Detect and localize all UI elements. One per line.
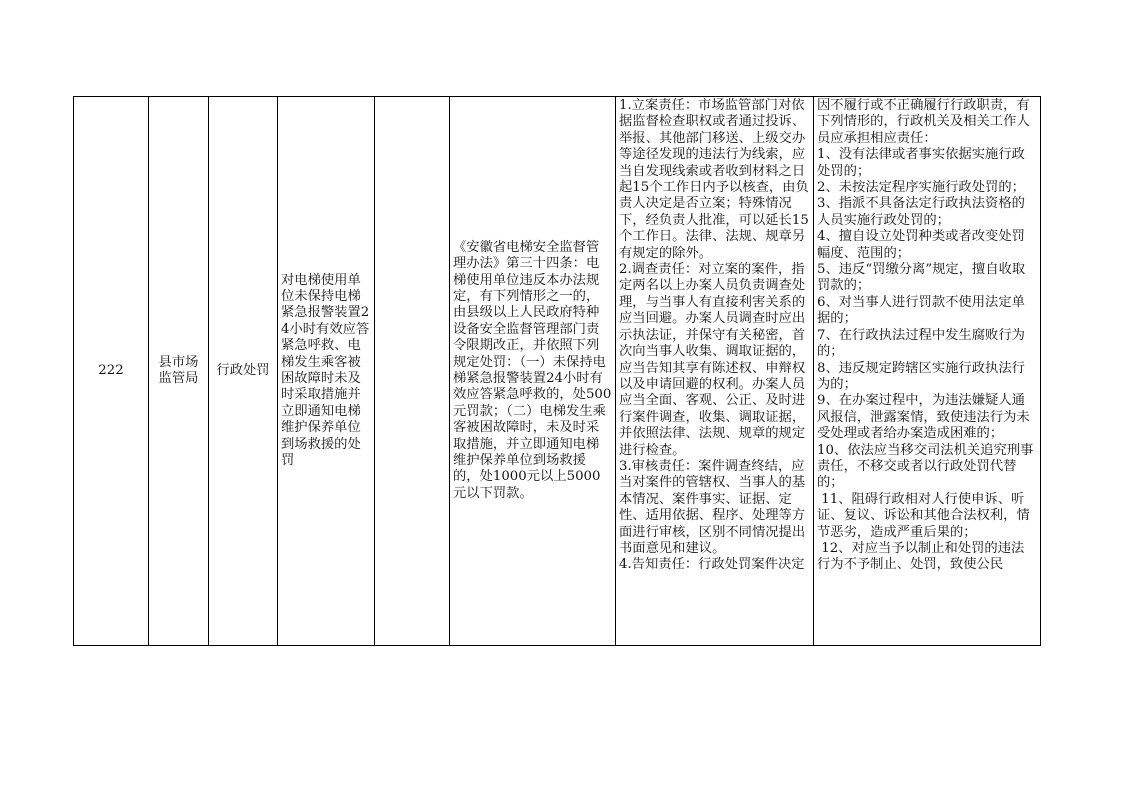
cell-item-name bbox=[278, 97, 375, 646]
department-name: 县市场 监管局 bbox=[158, 354, 199, 386]
power-category: 行政处罚 bbox=[216, 362, 270, 378]
legal-basis: 《安徽省电梯安全监督管理办法》第三十四条：电梯使用单位违反本办法规定，有下列情形之一的，由县级以上人民政府特种设备安全监督管理部门责令限期改正，并依照下列规定处罚：（一）未保持电梯紧急报警装置24小时有效应答紧急呼救的，处500元罚款；（二）电梯发生乘客被困故障时，未及时采取措施，并立即通知电梯维护保养单位到场救援的，处1000元以上5000元以下罚款。 bbox=[453, 239, 612, 501]
sub-item bbox=[375, 97, 449, 645]
cell-category bbox=[209, 97, 278, 646]
enforcement-table bbox=[73, 96, 1041, 646]
cell-sub-item bbox=[375, 97, 450, 646]
cell-department bbox=[149, 97, 209, 646]
table-row bbox=[74, 97, 1041, 646]
responsibilities-text: 1.立案责任：市场监管部门对依据监督检查职权或者通过投诉、举报、其他部门移送、上级交办等途径发现的违法行为线索，应当自发现线索或者收到材料之日起15个工作日内予以核查，由负责人决定是否立案；特殊情况下，经负责人批准，可以延长15个工作日。法律、法规、规章另有规定的除外。 2.调查责任：对立案的案件，指定两名以上办案人员负责调查处理，与当事人有直接利害关系的应当回避。办案人员调查时应出示执法证，并保守有关秘密，首次向当事人收集、调取证据的，应当告知其享有陈述权、申辩权以及申请回避的权利。办案人员应当全面、客观、公正、及时进行案件调查，收集、调取证据，并依照法律、法规、规章的规定进行检查。 3.审核责任：案件调查终结，应当对案件的管辖权、当事人的基本情况、案件事实、证据、定性、适用依据、程序、处理等方面进行审核，区别不同情况提出书面意见和建议。 4.告知责任：行政处罚案件决定 bbox=[619, 98, 809, 573]
row-number: 222 bbox=[98, 362, 124, 378]
cell-number bbox=[74, 97, 149, 646]
accountability-text: 因不履行或不正确履行行政职责，有下列情形的，行政机关及相关工作人员应承担相应责任： 1、没有法律或者事实依据实施行政处罚的； 2、未按法定程序实施行政处罚的； 3、指派不具备法定行政执法资格的人员实施行政处罚的； 4、擅自设立处罚种类或者改变处罚幅度、范围的； 5、违反“罚缴分离”规定，擅自收取罚款的； 6、对当事人进行罚款不使用法定单据的； 7、在行政执法过程中发生腐败行为的； 8、违反规定跨辖区实施行政执法行为的； 9、在办案过程中，为违法嫌疑人通风报信，泄露案情，致使违法行为未受处理或者给办案造成困难的； 10、依法应当移交司法机关追究刑事责任，不移交或者以行政处罚代替的； 11、阻碍行政相对人行使申诉、听证、复议、诉讼和其他合法权利，情节恶劣，造成严重后果的； 12、对应当予以制止和处罚的违法行为不予制止、处罚，致使公民 bbox=[817, 98, 1034, 573]
cell-accountability bbox=[814, 97, 1041, 646]
item-name: 对电梯使用单位未保持电梯紧急报警装置24小时有效应答紧急呼救、电梯发生乘客被困故障时未及时采取措施并立即通知电梯维护保养单位到场救援的处罚 bbox=[281, 272, 370, 469]
cell-responsibilities bbox=[616, 97, 814, 646]
cell-legal-basis bbox=[450, 97, 616, 646]
